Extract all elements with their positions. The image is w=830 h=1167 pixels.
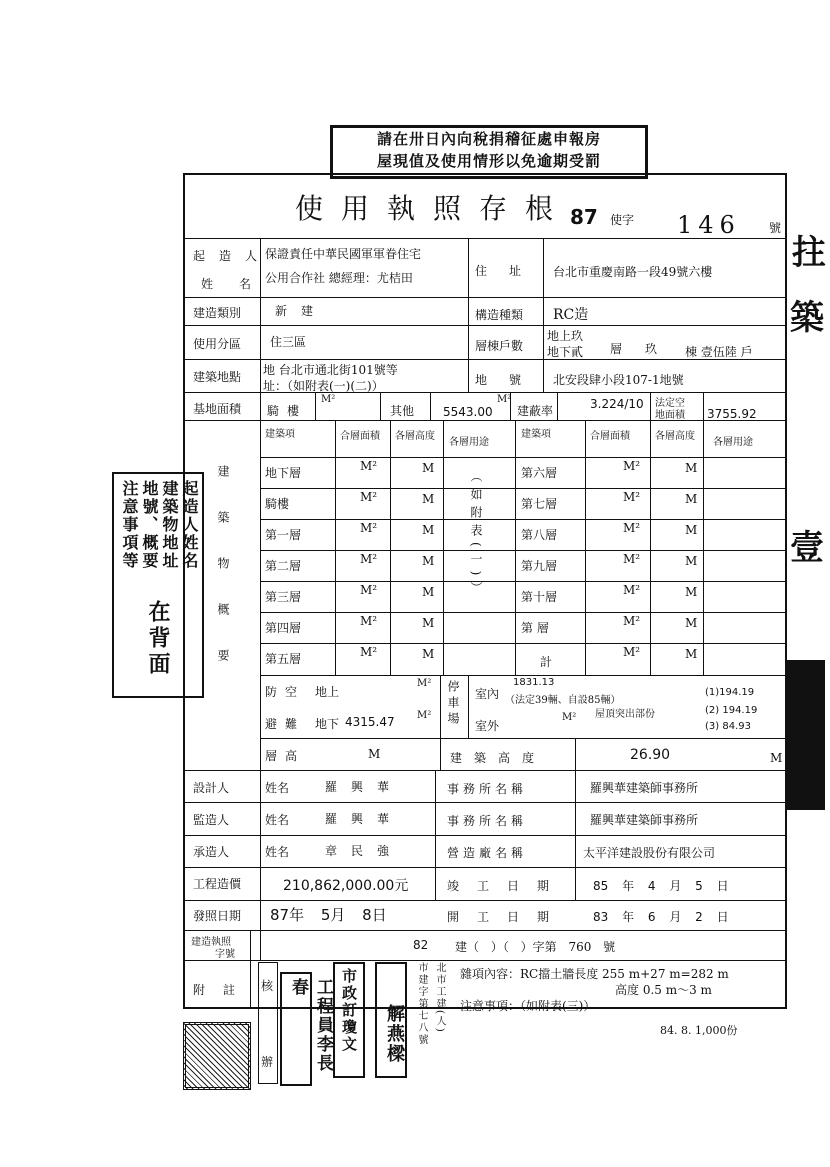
height-unit: M xyxy=(685,585,698,599)
side-note-col1: 起造人姓名 xyxy=(180,480,199,570)
start-value: 83 年 6 月 2 日 xyxy=(593,910,729,924)
applicant-label: 起造人 xyxy=(193,249,272,263)
parking-label: 停車場 xyxy=(446,680,460,728)
engineer-seal xyxy=(280,972,333,1086)
contractor-name: 章民強 xyxy=(325,844,404,858)
floors-below: 地下貳 xyxy=(547,345,584,359)
contractor-name-label: 姓名 xyxy=(265,845,290,859)
floor-row-left: 地下層 xyxy=(265,466,302,480)
site-address-line1: 地 台北市通北街101號等 xyxy=(263,363,398,377)
designer-name-label: 姓名 xyxy=(265,781,290,795)
area-unit: M² xyxy=(623,490,641,504)
bureau-stamp xyxy=(410,962,450,1074)
units-value: 棟 壹伍陸 戶 xyxy=(685,345,753,359)
roof-value-1: (1)194.19 xyxy=(705,687,755,698)
height-unit: M xyxy=(685,647,698,661)
engineer-seal-text: 工程員李長春 xyxy=(288,978,333,1073)
official-seal-text: 市政訂瓊文 xyxy=(340,968,358,1053)
height-unit: M xyxy=(685,461,698,475)
height-unit: M xyxy=(422,492,435,506)
parking-outdoor-label: 室外 xyxy=(475,719,500,733)
tax-notice-line1: 請在卅日內向稅捐稽征處申報房 xyxy=(376,130,601,148)
roof-value-2: (2) 194.19 xyxy=(705,705,758,716)
bureau-stamp-number: 市建字第七八號 xyxy=(416,962,427,1046)
coverage-label: 建蔽率 xyxy=(517,404,554,418)
area-unit: M² xyxy=(360,645,378,659)
floors-head-use-right: 各層用途 xyxy=(713,437,753,448)
done-label: 竣工日期 xyxy=(447,879,568,893)
legal-open-value: 3755.92 xyxy=(707,407,757,421)
height-unit: M xyxy=(422,523,435,537)
floors-head-area: 合層面積 xyxy=(340,431,380,442)
designer-name: 羅興華 xyxy=(325,780,404,794)
issue-date-value: 87年 5月 8日 xyxy=(270,906,387,924)
permit-char: 使字 xyxy=(610,213,635,227)
floor-row-left: 第四層 xyxy=(265,621,302,635)
floor-row-right: 第六層 xyxy=(521,466,558,480)
shelter-below-value: 4315.47 xyxy=(345,715,395,729)
misc-content: 雜項內容：RC擋土牆長度 255 m+27 m=282 m xyxy=(460,967,729,981)
permit-label2: 字號 xyxy=(215,949,235,960)
applicant-name-label: 姓名 xyxy=(201,277,278,291)
check-mark-2: 辦 xyxy=(261,1055,274,1069)
archive-seal xyxy=(183,1022,251,1090)
height-unit: M xyxy=(422,616,435,630)
supervisor-office: 羅興華建築師事務所 xyxy=(590,813,699,827)
height-unit: M xyxy=(685,492,698,506)
form-print-info: 84. 8. 1,000份 xyxy=(660,1024,738,1037)
floors-layer: 層 xyxy=(610,342,623,356)
floor-row-left: 第三層 xyxy=(265,590,302,604)
floors-head-height-right: 各層高度 xyxy=(655,431,695,442)
designer-role: 設計人 xyxy=(193,781,230,795)
edge-glyph: 壹 xyxy=(790,528,824,568)
permit-suffix: 號 xyxy=(769,221,782,235)
parking-indoor-value: 1831.13 xyxy=(513,677,555,688)
floors-head-use: 各層用途 xyxy=(449,437,489,448)
legal-open-label2: 地面積 xyxy=(655,410,685,421)
check-mark: 核 xyxy=(261,979,274,993)
area-unit: M² xyxy=(360,552,378,566)
build-type-value: 新建 xyxy=(275,304,328,318)
shelter-label1: 防空 xyxy=(265,685,306,699)
floor-height-unit: M xyxy=(368,747,381,761)
permit-year-value: 82 xyxy=(413,938,429,952)
height-unit: M xyxy=(685,616,698,630)
parking-outdoor-unit: M² xyxy=(562,712,577,723)
supervisor-name: 羅興華 xyxy=(325,812,404,826)
site-area-label: 基地面積 xyxy=(193,402,242,416)
area-unit: M² xyxy=(623,459,641,473)
remarks-note: 注意事項：（如附表(三)） xyxy=(460,999,596,1013)
roof-note: 屋頂突出部份 xyxy=(595,709,655,720)
applicant-name-line1: 保證責任中華民國軍軍眷住宅 xyxy=(265,247,422,261)
tax-notice-line2: 屋現值及使用情形以免逾期受罰 xyxy=(376,152,601,170)
area-unit: M² xyxy=(623,645,641,659)
side-note-box xyxy=(112,472,204,698)
floor-row-right: 第八層 xyxy=(521,528,558,542)
edge-glyph: 拄 xyxy=(792,233,826,273)
floor-row-left: 第二層 xyxy=(265,559,302,573)
floor-row-right: 第十層 xyxy=(521,590,558,604)
other-label: 其他 xyxy=(390,404,415,418)
legal-open-label1: 法定空 xyxy=(655,398,685,409)
shelter-below: 地下 xyxy=(315,717,340,731)
structure-value: RC造 xyxy=(553,307,589,323)
lot-label: 地號 xyxy=(475,373,544,387)
edge-seal-fragment xyxy=(785,660,825,810)
floor-row-right: 第九層 xyxy=(521,559,558,573)
form-title: 使用執照存根 xyxy=(295,192,572,225)
other-unit: M² xyxy=(497,394,512,405)
lot-value: 北安段肆小段107-1地號 xyxy=(553,373,684,387)
remarks-check-box xyxy=(258,962,278,1084)
side-note-in-back: 在背面 xyxy=(145,600,171,678)
start-label: 開工日期 xyxy=(447,910,568,924)
height-unit: M xyxy=(422,461,435,475)
side-note-col4: 注意事項等 xyxy=(120,480,139,570)
remarks-label: 附註 xyxy=(193,983,254,997)
area-unit: M² xyxy=(623,521,641,535)
height-unit: M xyxy=(685,523,698,537)
supervisor-role: 監造人 xyxy=(193,813,230,827)
floors-head-item: 建築項 xyxy=(265,429,295,440)
area-unit: M² xyxy=(360,583,378,597)
floors-count: 玖 xyxy=(645,342,658,356)
height-unit: M xyxy=(422,585,435,599)
done-value: 85 年 4 月 5 日 xyxy=(593,879,729,893)
zoning-label: 使用分區 xyxy=(193,337,242,351)
height-unit: M xyxy=(422,647,435,661)
building-height-value: 26.90 xyxy=(630,747,671,763)
issue-date-label: 發照日期 xyxy=(193,909,242,923)
supervisor-office-label: 事務所名稱 xyxy=(447,814,528,828)
shelter-label2: 避難 xyxy=(265,717,306,731)
site-label: 建築地點 xyxy=(193,370,242,384)
address-label: 住址 xyxy=(475,264,544,278)
edge-glyph: 築 xyxy=(790,298,824,338)
contractor-role: 承造人 xyxy=(193,845,230,859)
contractor-firm-label: 營造廠名稱 xyxy=(447,846,528,860)
bureau-stamp-text: 北市工建(人) xyxy=(434,962,445,1034)
permit-number: 146 xyxy=(677,211,741,239)
designer-office: 羅興華建築師事務所 xyxy=(590,781,699,795)
side-note-col2: 建築物地址 xyxy=(160,480,179,570)
floor-height-label: 層高 xyxy=(265,749,306,763)
area-unit: M² xyxy=(623,583,641,597)
area-unit: M² xyxy=(360,614,378,628)
area-unit: M² xyxy=(360,490,378,504)
side-note-col3: 地號、概要 xyxy=(140,480,159,570)
tax-notice-stamp xyxy=(330,125,648,179)
floors-above: 地上玖 xyxy=(547,329,584,343)
build-type-label: 建造類別 xyxy=(193,306,242,320)
height-unit: M xyxy=(422,554,435,568)
structure-label: 構造種類 xyxy=(475,308,524,322)
area-unit: M² xyxy=(623,552,641,566)
height-unit: M xyxy=(685,554,698,568)
reviewer-seal-text: 解燕樑 xyxy=(384,1004,405,1064)
zoning-value: 住三區 xyxy=(270,335,307,349)
floors-head-item-right: 建築項 xyxy=(521,429,551,440)
area-unit: M² xyxy=(623,614,641,628)
building-height-unit: M xyxy=(770,751,783,765)
floor-use-note: （如附表(一)） xyxy=(469,470,483,600)
coverage-value: 3.224/10 xyxy=(590,397,644,411)
building-summary-label: 建築物概要 xyxy=(216,465,230,695)
cost-value: 210,862,000.00元 xyxy=(283,878,409,894)
permit-label1: 建造執照 xyxy=(191,937,231,948)
permit-year: 87 xyxy=(570,205,598,229)
reviewer-seal xyxy=(375,962,407,1078)
floor-row-left: 第一層 xyxy=(265,528,302,542)
arcade-label: 騎樓 xyxy=(267,404,308,418)
parking-legal-note: （法定39輛、自設85輛） xyxy=(505,695,621,706)
floors-label: 層棟戶數 xyxy=(475,339,524,353)
address-value: 台北市重慶南路一段49號六樓 xyxy=(553,265,713,279)
designer-office-label: 事務所名稱 xyxy=(447,782,528,796)
roof-value-3: (3) 84.93 xyxy=(705,721,751,732)
floor-row-left: 騎樓 xyxy=(265,497,290,511)
parking-indoor-label: 室內 xyxy=(475,687,500,701)
official-seal xyxy=(333,962,365,1078)
floor-row-right: 計 xyxy=(540,655,553,669)
floors-head-area-right: 合層面積 xyxy=(590,431,630,442)
site-address-line2: 址：（如附表(一)(二)） xyxy=(263,379,384,393)
shelter-above: 地上 xyxy=(315,685,340,699)
cost-label: 工程造價 xyxy=(193,877,242,891)
floor-row-right: 第七層 xyxy=(521,497,558,511)
building-height-label: 建築高度 xyxy=(450,751,547,765)
permit-text: 建（ ）（ ）字第 760 號 xyxy=(455,940,616,954)
area-unit: M² xyxy=(360,521,378,535)
arcade-unit: M² xyxy=(321,394,336,405)
shelter-below-unit: M² xyxy=(417,710,432,721)
supervisor-name-label: 姓名 xyxy=(265,813,290,827)
other-value: 5543.00 xyxy=(443,405,493,419)
floors-head-height: 各層高度 xyxy=(395,431,435,442)
floor-row-left: 第五層 xyxy=(265,652,302,666)
applicant-name-line2: 公用合作社 總經理：尤桔田 xyxy=(265,271,413,285)
shelter-above-unit: M² xyxy=(417,678,432,689)
misc-content-height: 高度 0.5 m～3 m xyxy=(615,983,712,997)
area-unit: M² xyxy=(360,459,378,473)
floor-row-right: 第 層 xyxy=(521,621,549,635)
contractor-firm: 太平洋建設股份有限公司 xyxy=(583,846,716,860)
